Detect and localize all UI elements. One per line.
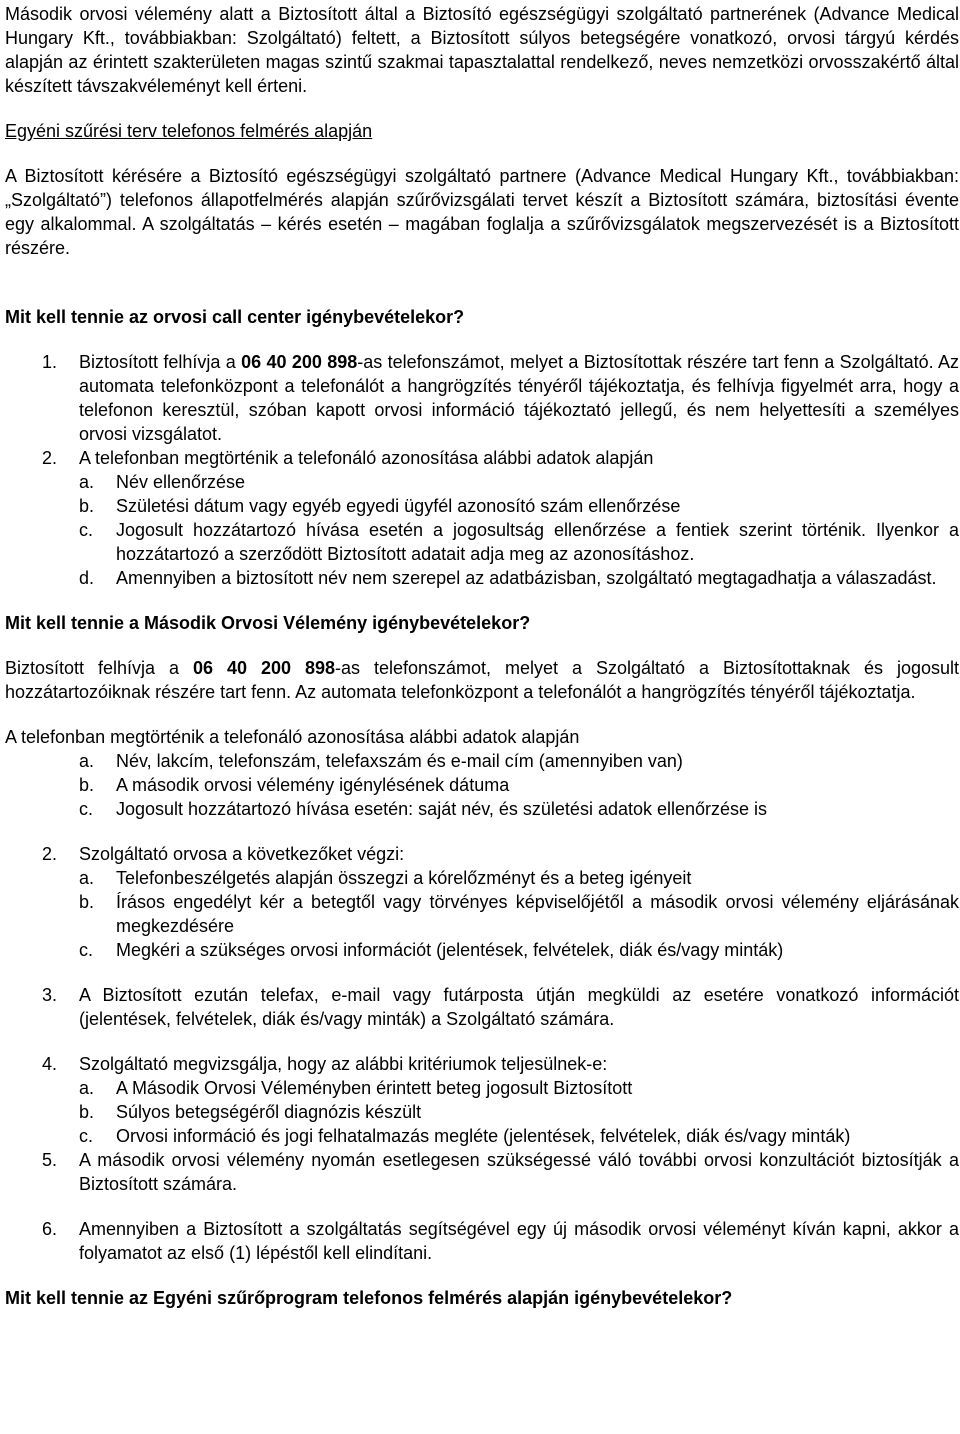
step-2-subitem-b <box>5 890 959 938</box>
ident-subitem-c <box>5 797 959 821</box>
subitem-text: Név, lakcím, telefonszám, telefaxszám és e-mail cím (amennyiben van) <box>116 751 683 771</box>
subitem-text: Születési dátum vagy egyéb egyedi ügyfél azonosító szám ellenőrzése <box>116 496 681 516</box>
step-number: 3. <box>42 985 58 1005</box>
callcenter-subitem-c <box>5 518 959 566</box>
second-opinion-call-paragraph <box>5 656 959 704</box>
item-text-pre: Biztosított felhívja a <box>79 352 242 372</box>
callcenter-subitem-b <box>5 494 959 518</box>
step-number: 6. <box>42 1219 58 1239</box>
subitem-letter: b. <box>79 496 95 516</box>
step-number: 2. <box>42 844 58 864</box>
second-opinion-step-2 <box>5 842 959 866</box>
item-text-post: -as telefonszámot, melyet a Biztosítottak részére tart fenn a Szolgáltató. Az automata telefonközpont a telefonálót a hangrögzítés tényéről tájékoztatja, és felhívja figyelmét arra, hogy a telefonon keresztül, szóban kapott orvosi információ tájékoztató jellegű, és nem helyettesíti a személyes orvosi vizsgálatot. <box>79 352 959 444</box>
callcenter-subitem-d <box>5 566 959 590</box>
second-opinion-step-4 <box>5 1052 959 1076</box>
subitem-letter: a. <box>79 751 95 771</box>
item-number: 2. <box>42 448 58 468</box>
second-opinion-step-5 <box>5 1148 959 1196</box>
subitem-letter: c. <box>79 1126 94 1146</box>
subitem-text: Írásos engedélyt kér a betegtől vagy törvényes képviselőjétől a második orvosi vélemény eljárásának megkezdésére <box>116 892 959 936</box>
step-text: A Biztosított ezután telefax, e-mail vagy futárposta útján megküldi az esetére vonatkozó információt (jelentések, felvételek, diák és/vagy minták) a Szolgáltató számára. <box>79 985 959 1029</box>
subitem-text: Orvosi információ és jogi felhatalmazás megléte (jelentések, felvételek, diák és/vagy minták) <box>116 1126 851 1146</box>
subitem-letter: d. <box>79 568 95 588</box>
subitem-text: Jogosult hozzátartozó hívása esetén: saját név, és születési adatok ellenőrzése is <box>116 799 768 819</box>
call-text-pre: Biztosított felhívja a <box>5 658 193 678</box>
ident-subitem-a <box>5 749 959 773</box>
subitem-text: Amennyiben a biztosított név nem szerepel az adatbázisban, szolgáltató megtagadhatja a válaszadást. <box>116 568 937 588</box>
step-text: Szolgáltató megvizsgálja, hogy az alábbi kritériumok teljesülnek-e: <box>79 1054 608 1074</box>
ident-subitem-b <box>5 773 959 797</box>
step-2-subitem-c <box>5 938 959 962</box>
subitem-letter: b. <box>79 775 95 795</box>
screening-text-a: A Biztosított kérésére a Biztosító egészségügyi szolgáltató partnere (Advance Medical Hungary Kft., továbbiakban: „Szolgáltató”) telefonos állapotfelmérés alapján szűrővizsgálati tervet készít a Biztosított számára, biztosítási évente egy alkalommal. <box>5 166 959 234</box>
phone-number: 06 40 200 898 <box>241 352 358 372</box>
item-text: A telefonban megtörténik a telefonáló azonosítása alábbi adatok alapján <box>79 448 654 468</box>
step-4-subitem-b <box>5 1100 959 1124</box>
subitem-letter: b. <box>79 892 95 912</box>
subitem-letter: a. <box>79 1078 95 1098</box>
subitem-text: A második orvosi vélemény igénylésének dátuma <box>116 775 510 795</box>
subitem-text: A Második Orvosi Véleményben érintett beteg jogosult Biztosított <box>116 1078 633 1098</box>
subitem-text: Megkéri a szükséges orvosi információt (jelentések, felvételek, diák és/vagy minták) <box>116 940 784 960</box>
step-text: A második orvosi vélemény nyomán esetlegesen szükségessé váló további orvosi konzultációt biztosítják a Biztosított számára. <box>79 1150 959 1194</box>
screening-text-b: A szolgáltatás – kérés esetén – magában foglalja a szűrővizsgálatok megszervezését is a Biztosított részére. <box>5 214 959 258</box>
screening-paragraph <box>5 164 959 260</box>
callcenter-heading: Mit kell tennie az orvosi call center igénybevételekor? <box>5 307 465 327</box>
subitem-text: Súlyos betegségéről diagnózis készült <box>116 1102 422 1122</box>
step-4-subitem-c <box>5 1124 959 1148</box>
subitem-letter: c. <box>79 520 94 540</box>
call-text-post: -as telefonszámot, melyet a Szolgáltató a Biztosítottaknak és jogosult hozzátartozóiknak részére tart fenn. Az automata telefonközpont a telefonálót a hangrögzítés tényéről tájékoztatja. <box>5 658 960 702</box>
step-number: 4. <box>42 1054 58 1074</box>
subitem-letter: c. <box>79 940 94 960</box>
step-number: 5. <box>42 1150 58 1170</box>
second-opinion-ident-text: A telefonban megtörténik a telefonáló azonosítása alábbi adatok alapján <box>5 727 580 747</box>
subitem-letter: b. <box>79 1102 95 1122</box>
screening-program-heading: Mit kell tennie az Egyéni szűrőprogram telefonos felmérés alapján igénybevételekor? <box>5 1288 733 1308</box>
second-opinion-heading: Mit kell tennie a Második Orvosi Vélemény igénybevételekor? <box>5 613 531 633</box>
callcenter-item-2 <box>5 446 959 470</box>
step-2-subitem-a <box>5 866 959 890</box>
screening-heading: Egyéni szűrési terv telefonos felmérés alapján <box>5 121 373 141</box>
subitem-letter: a. <box>79 472 95 492</box>
subitem-letter: c. <box>79 799 94 819</box>
step-text: Szolgáltató orvosa a következőket végzi: <box>79 844 405 864</box>
phone-number: 06 40 200 898 <box>192 658 335 678</box>
second-opinion-step-3 <box>5 983 959 1031</box>
step-4-subitem-a <box>5 1076 959 1100</box>
callcenter-subitem-a <box>5 470 959 494</box>
subitem-text: Jogosult hozzátartozó hívása esetén a jogosultság ellenőrzése a fentiek szerint történik. Ilyenkor a hozzátartozó a szerződött Biztosított adatait adja meg az azonosításhoz. <box>116 520 959 564</box>
second-opinion-step-6 <box>5 1217 959 1265</box>
subitem-letter: a. <box>79 868 95 888</box>
item-text <box>79 350 959 446</box>
callcenter-item-1 <box>5 350 959 446</box>
intro-paragraph: Második orvosi vélemény alatt a Biztosított által a Biztosító egészségügyi szolgáltató partnerének (Advance Medical Hungary Kft., továbbiakban: Szolgáltató) feltett, a Biztosított súlyos betegségére vonatkozó, orvosi tárgyú kérdés alapján az érintett szakterületen magas szintű szakmai tapasztalattal rendelkező, neves nemzetközi orvosszakértő által készített távszakvéleményt kell érteni. <box>5 4 959 96</box>
item-number: 1. <box>42 352 58 372</box>
document-page <box>5 2 959 1310</box>
subitem-text: Név ellenőrzése <box>116 472 246 492</box>
subitem-text: Telefonbeszélgetés alapján összegzi a kórelőzményt és a beteg igényeit <box>116 868 692 888</box>
step-text: Amennyiben a Biztosított a szolgáltatás segítségével egy új második orvosi véleményt kíván kapni, akkor a folyamatot az első (1) lépéstől kell elindítani. <box>79 1219 959 1263</box>
